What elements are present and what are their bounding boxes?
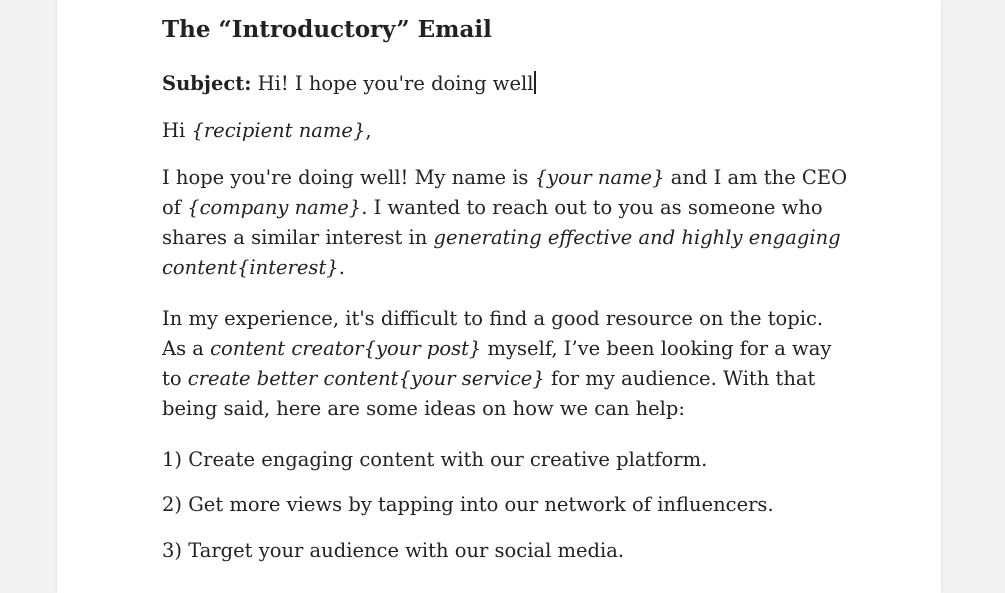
your-name-placeholder: {your name}: [534, 166, 665, 189]
list-item: 1) Create engaging content with our creative platform.: [162, 448, 708, 471]
experience-text-3: for my audience. With that being said, here are some ideas on how we can help:: [162, 367, 816, 420]
document-page: [57, 0, 941, 593]
intro-text-2: and I am the CEO of: [162, 166, 848, 219]
subject-label: Subject:: [162, 72, 252, 95]
recipient-placeholder: {recipient name}: [191, 119, 366, 142]
greeting-suffix: ,: [365, 119, 372, 142]
subject-line[interactable]: [162, 69, 852, 99]
greeting-line: [162, 116, 852, 146]
email-title: The “Introductory” Email: [162, 16, 492, 43]
intro-text-4: .: [338, 256, 345, 279]
text-cursor: [534, 71, 536, 94]
experience-paragraph: [162, 304, 852, 424]
intro-text-1: I hope you're doing well! My name is: [162, 166, 535, 189]
experience-text-2: myself, I’ve been looking for a way to: [162, 337, 832, 390]
interest-placeholder: generating effective and highly engaging content{interest}: [162, 226, 841, 279]
greeting-prefix: Hi: [162, 119, 192, 142]
experience-text-1: In my experience, it's difficult to find a good resource on the topic. As a: [162, 307, 824, 360]
list-item: 2) Get more views by tapping into our network of influencers.: [162, 493, 774, 516]
list-item: 3) Target your audience with our social media.: [162, 539, 625, 562]
your-post-placeholder: content creator{your post}: [210, 337, 482, 360]
your-service-placeholder: create better content{your service}: [187, 367, 545, 390]
subject-value: Hi! I hope you're doing well: [251, 72, 534, 95]
intro-paragraph: [162, 163, 852, 283]
intro-text-3: . I wanted to reach out to you as someone who shares a similar interest in: [162, 196, 823, 249]
company-name-placeholder: {company name}: [187, 196, 362, 219]
